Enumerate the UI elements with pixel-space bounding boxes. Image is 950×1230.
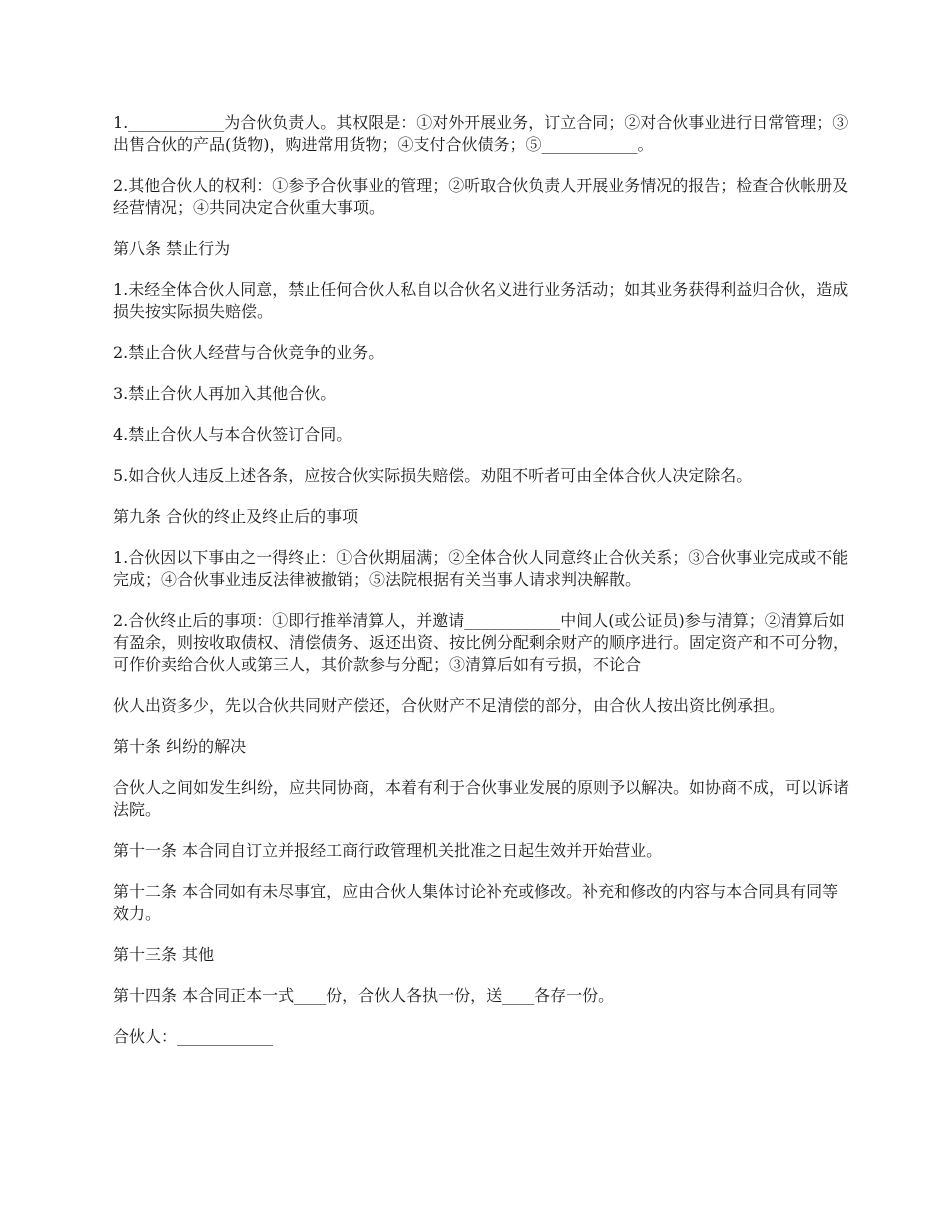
- clause-12: 第十二条 本合同如有未尽事宜，应由合伙人集体讨论补充或修改。补充和修改的内容与本合同具有同等效力。: [113, 882, 839, 923]
- partner-signature-line: 合伙人：____________: [113, 1027, 274, 1046]
- clause-8-item-1: 1.未经全体合伙人同意，禁止任何合伙人私自以合伙名义进行业务活动；如其业务获得利益归合伙，造成损失按实际损失赔偿。: [113, 280, 849, 321]
- document-page: [113, 112, 853, 1067]
- clause-8-item-3: 3.禁止合伙人再加入其他合伙。: [113, 384, 337, 403]
- clause-8-item-4: 4.禁止合伙人与本合伙签订合同。: [113, 425, 353, 444]
- clause-14: 第十四条 本合同正本一式____份，合伙人各执一份，送____各存一份。: [113, 986, 615, 1005]
- clause-10-body: 合伙人之间如发生纠纷，应共同协商，本着有利于合伙事业发展的原则予以解决。如协商不成，可以诉诸法院。: [113, 778, 850, 819]
- clause-9-item-1: 1.合伙因以下事由之一得终止：①合伙期届满；②全体合伙人同意终止合伙关系；③合伙事业完成或不能完成；④合伙事业违反法律被撤销；⑤法院根据有关当事人请求判决解散。: [113, 548, 849, 589]
- clause-8-item-5: 5.如合伙人违反上述各条，应按合伙实际损失赔偿。劝阻不听者可由全体合伙人决定除名。: [113, 466, 753, 485]
- clause-9-item-2: 2.合伙终止后的事项：①即行推举清算人，并邀请____________中间人(或公证员)参与清算；②清算后如有盈余，则按收取债权、清偿债务、返还出资、按比例分配剩余财产的顺序进行。固定资产和不可分物，可作价卖给合伙人或第三人，其价款参与分配；③清算后如有亏损，不论合: [113, 611, 850, 674]
- clause-7-item-2: 2.其他合伙人的权利：①参予合伙事业的管理；②听取合伙负责人开展业务情况的报告；检查合伙帐册及经营情况；④共同决定合伙重大事项。: [113, 176, 849, 217]
- clause-8-heading: 第八条 禁止行为: [113, 239, 231, 258]
- clause-10-heading: 第十条 纠纷的解决: [113, 737, 247, 756]
- clause-7-item-1: 1.____________为合伙负责人。其权限是：①对外开展业务，订立合同；②对合伙事业进行日常管理；③出售合伙的产品(货物)，购进常用货物；④支付合伙债务；⑤____________。: [113, 113, 849, 154]
- clause-11: 第十一条 本合同自订立并报经工商行政管理机关批准之日起生效并开始营业。: [113, 841, 663, 860]
- clause-9-item-2-continued: 伙人出资多少，先以合伙共同财产偿还，合伙财产不足清偿的部分，由合伙人按出资比例承担。: [113, 696, 786, 715]
- clause-13: 第十三条 其他: [113, 945, 215, 964]
- clause-9-heading: 第九条 合伙的终止及终止后的事项: [113, 507, 359, 526]
- clause-8-item-2: 2.禁止合伙人经营与合伙竞争的业务。: [113, 343, 385, 362]
